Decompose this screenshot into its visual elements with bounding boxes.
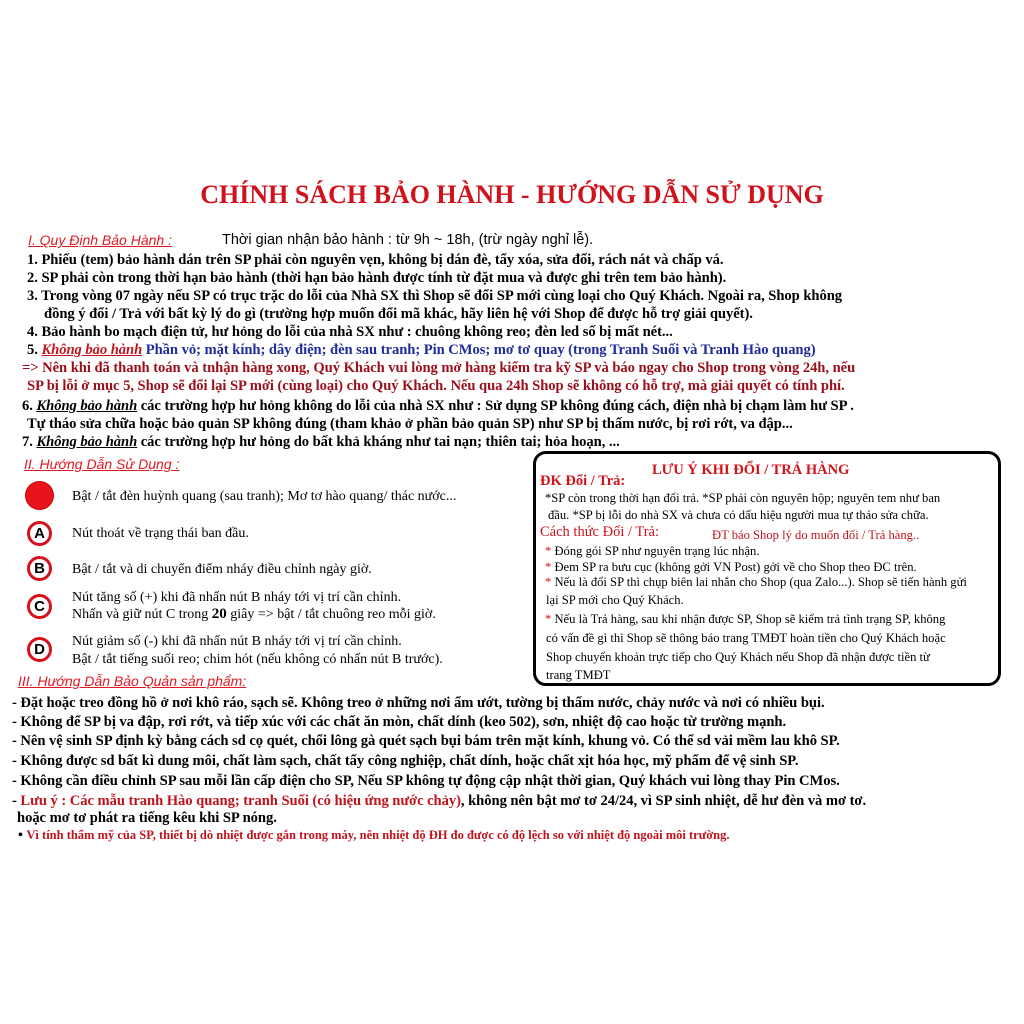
section-3-heading: III. Hướng Dẫn Bảo Quản sản phẩm: xyxy=(18,673,247,689)
box-method-label: Cách thức Đổi / Trả: xyxy=(540,524,660,540)
button-a-icon: A xyxy=(27,521,52,546)
footnote: • Vì tính thẩm mỹ của SP, thiết bị dò nhiệt được gắn trong máy, nên nhiệt độ ĐH đo được có độ lệch so với nhiệt độ ngoài môi trường. xyxy=(18,828,730,843)
rule-6 xyxy=(22,397,854,415)
warranty-time-note: Thời gian nhận bảo hành : từ 9h ~ 18h, (trừ ngày nghỉ lễ). xyxy=(222,232,594,248)
care-1: - Đặt hoặc treo đồng hồ ở nơi khô ráo, sạch sẽ. Không treo ở những nơi ẩm ướt, tường bị thấm nước, chảy nước và nơi có nhiều bụi. xyxy=(12,695,825,711)
section-2-heading: II. Hướng Dẫn Sử Dụng : xyxy=(24,456,180,472)
instruction-b: Bật / tắt và di chuyển điểm nháy điều chỉnh ngày giờ. xyxy=(72,562,372,577)
note-line-a: => Nên khi đã thanh toán và tnhận hàng xong, Quý Khách vui lòng mở hàng kiểm tra kỹ SP và báo ngay cho Shop trong vòng 24h, nếu xyxy=(22,360,856,376)
instruction-dot: Bật / tắt đèn huỳnh quang (sau tranh); Mơ tơ hào quang/ thác nước... xyxy=(72,489,457,504)
rule-7 xyxy=(22,433,620,451)
box-method-4b: có vấn đề gì thì Shop sẽ thông báo trang TMĐT hoàn tiền cho Quý Khách hoặc xyxy=(546,631,946,645)
instruction-d-1: Nút giảm số (-) khi đã nhấn nút B nháy tới vị trí cần chỉnh. xyxy=(72,634,402,649)
instruction-c-2b: giây => bật / tắt chuông reo mỗi giờ. xyxy=(226,607,436,622)
instruction-c-1: Nút tăng số (+) khi đã nhấn nút B nháy tới vị trí cần chỉnh. xyxy=(72,590,402,605)
box-method-2: * Đem SP ra bưu cục (không gởi VN Post) gởi về cho Shop theo ĐC trên. xyxy=(545,560,917,574)
box-method-4a: * Nếu là Trả hàng, sau khi nhận được SP, Shop sẽ kiểm trả tình trạng SP, không xyxy=(545,612,946,626)
box-method-3a: * Nếu là đổi SP thì chụp biên lai nhắn cho Shop (qua Zalo...). Shop sẽ tiến hành gửi xyxy=(545,575,967,589)
footnote-text: Vì tính thẩm mỹ của SP, thiết bị dò nhiệt được gắn trong máy, nên nhiệt độ ĐH đo được có độ lệch so với nhiệt độ ngoài môi trường. xyxy=(26,828,730,842)
care-2: - Không để SP bị va đập, rơi rớt, và tiếp xúc với các chất ăn mòn, chất dính (keo 502), sơn, nhiệt độ cao hoặc từ trường mạnh. xyxy=(12,714,787,730)
instruction-c-2 xyxy=(72,606,436,623)
instruction-c-seconds: 20 xyxy=(211,606,227,622)
rule-7-rest: các trường hợp hư hỏng do bất khả kháng như tai nạn; thiên tai; hỏa hoạn, ... xyxy=(137,434,620,450)
care-6-rest: , không nên bật mơ tơ 24/24, vì SP sinh nhiệt, dễ hư đèn và mơ tơ. xyxy=(460,793,867,809)
box-method-4c: Shop chuyển khoản trực tiếp cho Quý Khách nếu Shop đã nhận được tiền từ xyxy=(546,650,930,664)
care-5: - Không cần điều chỉnh SP sau mỗi lần cấp điện cho SP, Nếu SP không tự động cập nhật thời gian, Quý khách vui lòng thay Pin CMos. xyxy=(12,773,840,789)
rule-5-label: Không bảo hành xyxy=(41,342,143,358)
box-method-1-text: Đóng gói SP như nguyên trạng lúc nhận. xyxy=(554,544,760,558)
box-method-2-text: Đem SP ra bưu cục (không gởi VN Post) gởi về cho Shop theo ĐC trên. xyxy=(554,560,917,574)
box-method-4d: trang TMĐT xyxy=(546,668,611,682)
rule-6-prefix: 6. xyxy=(22,398,37,414)
button-b-icon: B xyxy=(27,556,52,581)
rule-5-prefix: 5. xyxy=(27,342,42,358)
care-6b: hoặc mơ tơ phát ra tiếng kêu khi SP nóng. xyxy=(17,810,277,826)
rule-6b: Tự tháo sửa chữa hoặc bảo quản SP không đúng (tham khảo ở phần bảo quản SP) như SP bị thấm nước, bị rơi rớt, va đập... xyxy=(27,416,793,432)
care-6-red: Lưu ý : Các mẫu tranh Hào quang; tranh Suối (có hiệu ứng nước chảy) xyxy=(20,793,461,809)
care-6-prefix: - xyxy=(12,793,21,809)
care-3: - Nên vệ sinh SP định kỳ bằng cách sd cọ quét, chổi lông gà quét sạch bụi bám trên mặt kính, khung vỏ. Có thể sd vải mềm lau khô SP. xyxy=(12,733,840,749)
box-condition-2: đầu. *SP bị lỗi do nhà SX và chưa có dấu hiệu người mua tự tháo sửa chữa. xyxy=(548,508,929,522)
red-dot-icon xyxy=(26,482,53,509)
rule-5 xyxy=(27,341,816,359)
rule-1: 1. Phiếu (tem) bảo hành dán trên SP phải còn nguyên vẹn, không bị dán đè, tẩy xóa, sửa đổi, rách nát và chấp vá. xyxy=(27,252,724,268)
rule-3a: 3. Trong vòng 07 ngày nếu SP có trục trặc do lỗi của Nhà SX thì Shop sẽ đổi SP mới cùng loại cho Quý Khách. Ngoài ra, Shop không xyxy=(27,288,843,304)
rule-5-rest: Phần vỏ; mặt kính; dây điện; đèn sau tranh; Pin CMos; mơ tơ quay (trong Tranh Suối và Tranh Hào quang) xyxy=(142,342,816,358)
page-title: CHÍNH SÁCH BẢO HÀNH - HƯỚNG DẪN SỬ DỤNG xyxy=(200,180,824,209)
instruction-a: Nút thoát về trạng thái ban đầu. xyxy=(72,526,249,541)
section-1-heading: I. Quy Định Bảo Hành : xyxy=(28,232,172,248)
box-title: LƯU Ý KHI ĐỔI / TRẢ HÀNG xyxy=(652,462,850,478)
rule-6-rest: các trường hợp hư hỏng không do lỗi của nhà SX như : Sử dụng SP không đúng cách, điện nhà bị chạm làm hư SP . xyxy=(137,398,854,414)
rule-6-label: Không bảo hành xyxy=(36,398,138,414)
box-method-note: ĐT báo Shop lý do muốn đổi / Trả hàng.. xyxy=(712,528,920,542)
button-c-icon: C xyxy=(27,594,52,619)
rule-7-label: Không bảo hành xyxy=(36,434,138,450)
rule-3b: đồng ý đổi / Trả với bất kỳ lý do gì (trường hợp muốn đổi mã khác, hãy liên hệ với Shop để được hỗ trợ giải quyết). xyxy=(44,306,753,322)
instruction-c-2a: Nhấn và giữ nút C trong xyxy=(72,607,212,622)
button-d-icon: D xyxy=(27,637,52,662)
rule-7-prefix: 7. xyxy=(22,434,37,450)
instruction-d-2: Bật / tắt tiếng suối reo; chim hót (nếu không có nhấn nút B trước). xyxy=(72,652,443,667)
care-6 xyxy=(12,792,866,810)
box-method-1: * Đóng gói SP như nguyên trạng lúc nhận. xyxy=(545,544,760,558)
box-method-3a-text: Nếu là đổi SP thì chụp biên lai nhắn cho Shop (qua Zalo...). Shop sẽ tiến hành gửi xyxy=(554,575,967,589)
box-condition-1: *SP còn trong thời hạn đổi trả. *SP phải còn nguyên hộp; nguyên tem như ban xyxy=(545,491,941,505)
note-line-b: SP bị lỗi ở mục 5, Shop sẽ đổi lại SP mới (cùng loại) cho Quý Khách. Nếu qua 24h Shop sẽ không có hỗ trợ, mà giải quyết có tính phí. xyxy=(27,378,845,394)
box-condition-label: ĐK Đổi / Trả: xyxy=(540,473,626,489)
box-method-3b: lại SP mới cho Quý Khách. xyxy=(546,593,684,607)
rule-4: 4. Bảo hành bo mạch điện tử, hư hỏng do lỗi của nhà SX như : chuông không reo; đèn led số bị mất nét... xyxy=(27,324,673,340)
care-4: - Không được sd bất kì dung môi, chất làm sạch, chất tẩy công nghiệp, chất dính, hoặc chất xịt hóa học, mỹ phẩm để vệ sinh SP. xyxy=(12,753,799,769)
box-method-4a-text: Nếu là Trả hàng, sau khi nhận được SP, Shop sẽ kiểm trả tình trạng SP, không xyxy=(554,612,946,626)
rule-2: 2. SP phải còn trong thời hạn bảo hành (thời hạn bảo hành được tính từ đặt mua và được ghi trên tem bảo hành). xyxy=(27,270,727,286)
